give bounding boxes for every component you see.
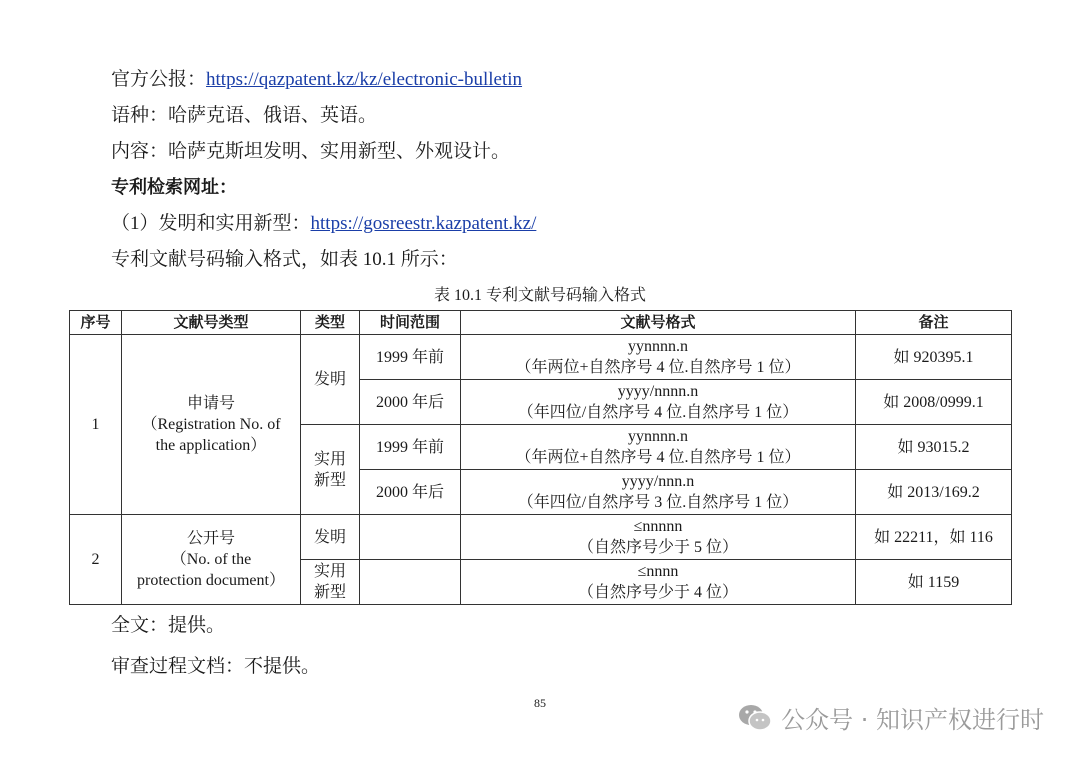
format-note: （自然序号少于 4 位）	[577, 584, 738, 601]
kind-line: 实用	[313, 563, 346, 580]
remark-cell: 如 93015.2	[856, 425, 1012, 470]
header-cell: 类型	[301, 311, 360, 335]
kind-cell	[301, 560, 360, 605]
header-cell: 时间范围	[360, 311, 461, 335]
bulletin-link[interactable]: https://qazpatent.kz/kz/electronic-bulletin	[206, 69, 523, 90]
fulltext-line: 全文：提供。	[111, 615, 226, 636]
header-cell: 文献号类型	[122, 311, 301, 335]
kind-line: 实用	[313, 450, 346, 468]
format-note: （自然序号少于 5 位）	[577, 539, 738, 556]
format-cell	[461, 425, 856, 470]
kind-line: 发明	[313, 371, 346, 388]
bulletin-line	[111, 68, 522, 92]
header-cell: 备注	[856, 311, 1012, 335]
table-caption: 表 10.1 专利文献号码输入格式	[433, 287, 646, 304]
search-item-link[interactable]: https://gosreestr.kazpatent.kz/	[310, 213, 537, 234]
watermark	[737, 700, 1044, 735]
remark-cell: 如 920395.1	[856, 335, 1012, 380]
kind-cell	[301, 515, 360, 560]
doc-type-line: 申请号	[186, 395, 235, 412]
table-row	[70, 335, 1012, 380]
doc-type-line: the application）	[155, 437, 267, 454]
format-value: yyyy/nnnn.n	[617, 383, 699, 400]
format-cell	[461, 515, 856, 560]
remark-cell: 如 2008/0999.1	[856, 380, 1012, 425]
doc-type-line: （No. of the	[170, 551, 252, 568]
format-value: yynnnn.n	[628, 428, 688, 445]
header-cell: 序号	[70, 311, 122, 335]
header-cell: 文献号格式	[461, 311, 856, 335]
bulletin-label: 官方公报：	[111, 69, 207, 90]
format-note: （年四位/自然序号 3 位.自然序号 1 位）	[517, 494, 799, 511]
wechat-logo-icon	[737, 703, 773, 733]
kind-cell	[301, 335, 360, 425]
remark-cell: 如 1159	[856, 560, 1012, 605]
format-note: （年两位+自然序号 4 位.自然序号 1 位）	[515, 449, 801, 466]
exam-docs-line: 审查过程文档：不提供。	[111, 656, 321, 677]
range-cell: 1999 年前	[360, 335, 461, 380]
language-line: 语种：哈萨克语、俄语、英语。	[111, 105, 378, 126]
format-value: ≤nnnnn	[633, 518, 683, 535]
format-cell	[461, 380, 856, 425]
doc-type-cell	[122, 515, 301, 605]
kind-line: 新型	[313, 584, 346, 601]
format-cell	[461, 335, 856, 380]
range-cell	[360, 515, 461, 560]
range-cell: 2000 年后	[360, 470, 461, 515]
patent-format-table	[69, 310, 1012, 605]
format-cell	[461, 470, 856, 515]
range-cell: 1999 年前	[360, 425, 461, 470]
format-value: ≤nnnn	[637, 563, 679, 580]
search-item-line	[111, 212, 536, 236]
format-intro: 专利文献号码输入格式，如表 10.1 所示：	[111, 249, 458, 270]
kind-line: 发明	[313, 528, 346, 546]
doc-type-line: protection document）	[137, 572, 285, 589]
range-cell	[360, 560, 461, 605]
table-row	[70, 515, 1012, 560]
doc-type-line: 公开号	[186, 530, 235, 547]
doc-type-line: （Registration No. of	[141, 416, 281, 433]
kind-line: 新型	[313, 471, 346, 489]
table-header-row	[70, 311, 1012, 335]
page-number: 85	[534, 696, 546, 710]
kind-cell	[301, 425, 360, 515]
format-note: （年四位/自然序号 4 位.自然序号 1 位）	[517, 404, 799, 421]
remark-cell: 如 2013/169.2	[856, 470, 1012, 515]
content-line: 内容：哈萨克斯坦发明、实用新型、外观设计。	[111, 141, 511, 162]
index-cell: 1	[70, 335, 122, 515]
watermark-text: 公众号 · 知识产权进行时	[781, 706, 1044, 734]
format-value: yyyy/nnn.n	[621, 473, 695, 490]
range-cell: 2000 年后	[360, 380, 461, 425]
remark-cell: 如 22211，如 116	[856, 515, 1012, 560]
format-value: yynnnn.n	[628, 338, 688, 355]
search-heading: 专利检索网址：	[111, 177, 237, 198]
format-cell	[461, 560, 856, 605]
index-cell: 2	[70, 515, 122, 605]
search-item-label: （1）发明和实用新型：	[111, 213, 311, 234]
doc-type-cell	[122, 335, 301, 515]
format-note: （年两位+自然序号 4 位.自然序号 1 位）	[515, 359, 801, 376]
